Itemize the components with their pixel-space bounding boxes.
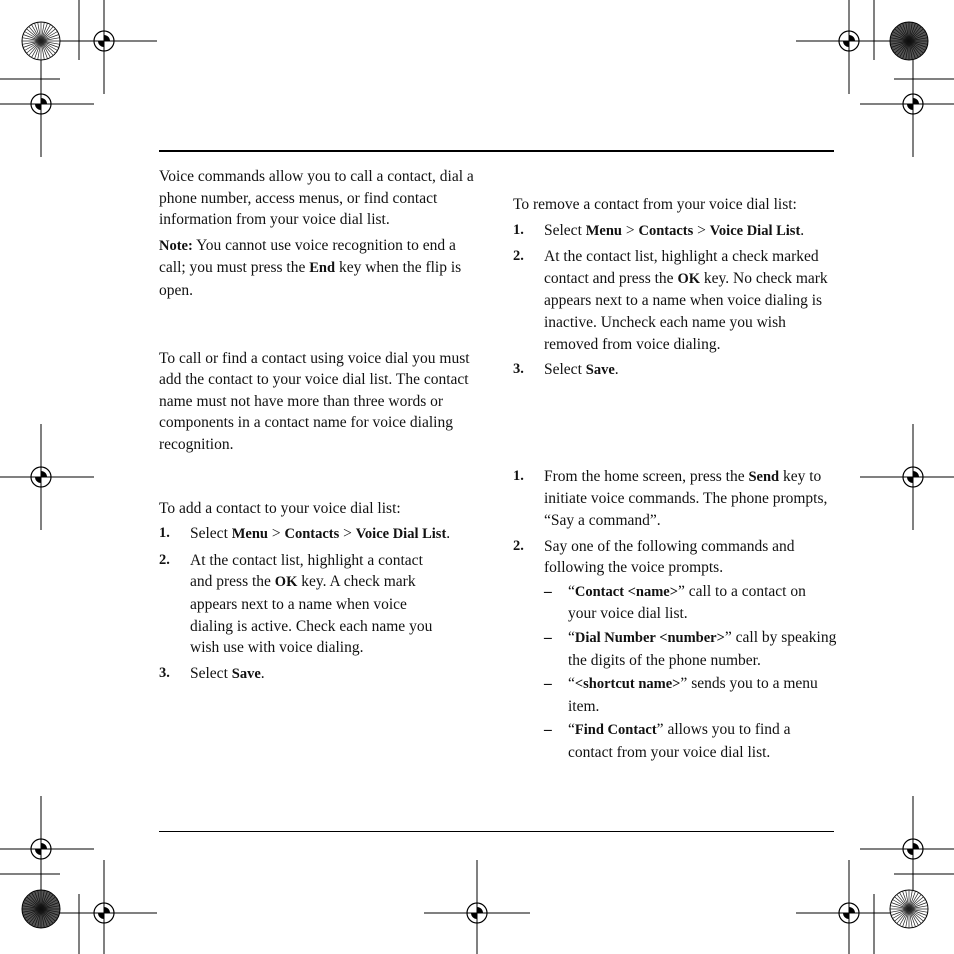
save-key: Save [231, 665, 261, 682]
send-key: Send [748, 468, 780, 485]
starburst-mark [890, 890, 928, 928]
left-column [159, 166, 477, 689]
crosshair-mark [860, 51, 954, 157]
voice-command-list [544, 581, 838, 764]
header-rule [159, 150, 834, 152]
ok-key: OK [677, 270, 700, 287]
command-item: – “Contact <name>” call to a contact on your voice dial list. [544, 582, 806, 623]
starburst-mark [22, 890, 60, 928]
ok-key: OK [274, 574, 298, 591]
intro-paragraph: Voice commands allow you to call a contact, dial a phone number, access menus, or find contact information from your voice dial list. [159, 168, 474, 229]
voice-dial-list-menu: Voice Dial List [709, 222, 801, 239]
command-name: Contact <name> [574, 583, 678, 600]
crosshair-mark [796, 860, 902, 954]
remove-step-1: 1. Select Menu > Contacts > Voice Dial List. [513, 221, 805, 239]
crosshair-mark [860, 796, 954, 902]
crosshair-mark [0, 51, 94, 157]
contacts-menu: Contacts [284, 526, 340, 543]
menu-key: Menu [231, 526, 268, 543]
add-contact-steps [159, 523, 477, 685]
crosshair-mark [51, 860, 157, 954]
add-step-3: 3. Select Save. [159, 664, 265, 682]
crosshair-mark [0, 796, 94, 902]
save-key: Save [585, 362, 615, 379]
command-item: – “Find Contact” allows you to find a contact from your voice dial list. [544, 721, 791, 761]
menu-key: Menu [585, 222, 622, 239]
note-label: Note: [159, 237, 193, 254]
end-key: End [309, 260, 336, 277]
command-name: <shortcut name> [574, 676, 681, 693]
add-step-1: 1. Select Menu > Contacts > Voice Dial List. [159, 525, 451, 543]
crosshair-mark [860, 424, 954, 530]
starburst-mark [890, 22, 928, 60]
voice-dial-requirements: To call or find a contact using voice dial you must add the contact to your voice dial list. The contact name must not have more than three words or components in a contact name for voice dialing recognition. [159, 349, 470, 453]
command-item: – “Dial Number <number>” call by speaking the digits of the phone number. [544, 628, 837, 669]
remove-step-2: 2. At the contact list, highlight a check marked contact and press the OK key. No check mark appears next to a name when voice dialing is inactive. Uncheck each name you wish removed from voice dialing. [513, 248, 828, 353]
add-step-2: 2. At the contact list, highlight a contact and press the OK key. A check mark appears next to a name when voice dialing is active. Check each name you wish use with voice dialing. [159, 551, 433, 657]
use-step-2: 2. Say one of the following commands and following the voice prompts. – “Contact <name>” call to a contact on your voice dial list. – “Dial Number <number>” call by speaking the digits of the phone number. – “<shortcut name>” sends you to a menu item. – “Find Contact” allows you to find a contact from your voice dial list. [513, 536, 838, 764]
command-name: Dial Number <number> [574, 629, 725, 646]
note-paragraph: Note: You cannot use voice recognition to end a call; you must press the End key when the flip is open. [159, 236, 462, 299]
remove-contact-intro: To remove a contact from your voice dial list: [513, 196, 797, 213]
crosshair-mark [424, 860, 530, 954]
add-contact-intro: To add a contact to your voice dial list: [159, 499, 401, 517]
use-step-1: 1. From the home screen, press the Send key to initiate voice commands. The phone prompts, “Say a command”. [513, 467, 828, 529]
voice-dial-list-menu: Voice Dial List [355, 526, 447, 543]
starburst-mark [22, 22, 60, 60]
use-voice-commands-steps [513, 466, 838, 764]
right-column [513, 194, 838, 767]
crosshair-mark [0, 424, 94, 530]
remove-step-3: 3. Select Save. [513, 361, 619, 379]
footer-rule [159, 831, 834, 832]
command-name: Find Contact [574, 722, 657, 739]
command-item: – “<shortcut name>” sends you to a menu item. [544, 675, 818, 715]
crosshair-mark [51, 0, 157, 94]
contacts-menu: Contacts [638, 222, 694, 239]
crosshair-mark [796, 0, 902, 94]
remove-contact-steps [513, 220, 838, 382]
